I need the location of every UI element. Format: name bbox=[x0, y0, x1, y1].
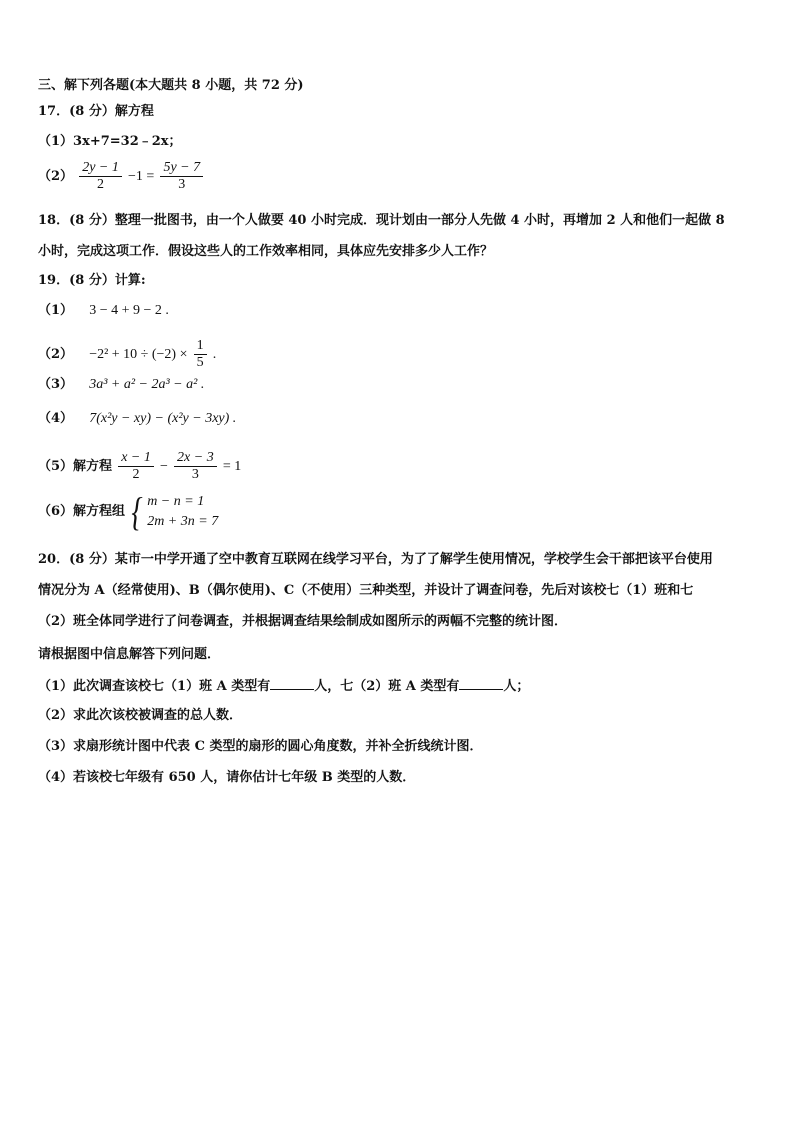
q19-part5-fraction-2-numerator: 2x − 3 bbox=[174, 450, 217, 467]
q19-part4-label: （4） bbox=[38, 411, 74, 426]
q20-block bbox=[38, 544, 756, 637]
q19-part1-label: （1） bbox=[38, 303, 74, 318]
q20-intro: 请根据图中信息解答下列问题． bbox=[38, 647, 221, 662]
q17-fraction-1-denominator: 2 bbox=[97, 177, 105, 192]
q19-part5-fraction-1-numerator: x − 1 bbox=[118, 450, 154, 467]
q19-part4 bbox=[38, 410, 236, 428]
q19-heading: 19．(8 分）计算: bbox=[38, 273, 146, 288]
q19-part3-label: （3） bbox=[38, 377, 74, 392]
q19-part2 bbox=[38, 338, 216, 371]
q19-part2-label: （2） bbox=[38, 347, 74, 362]
q20-sub1 bbox=[38, 677, 529, 696]
q18-line-2: 小时，完成这项工作．假设这些人的工作效率相同，具体应先安排多少人工作？ bbox=[38, 244, 494, 259]
q19-part1 bbox=[38, 302, 169, 320]
q20-sub2: （2）求此次该校被调查的总人数． bbox=[38, 708, 243, 723]
q20-sub4: （4）若该校七年级有 650 人，请你估计七年级 B 类型的人数． bbox=[38, 770, 416, 785]
q19-part2-numerator: 1 bbox=[194, 338, 207, 355]
q19-part5-label: （5）解方程 bbox=[38, 459, 113, 474]
q19-equation-system bbox=[129, 489, 219, 534]
q20-sub1-part-b: 人，七（2）班 A 类型有 bbox=[314, 679, 460, 694]
q17-part2 bbox=[38, 160, 205, 193]
q19-part5-fraction-2 bbox=[174, 450, 217, 483]
q19-part2-expr: −2² + 10 ÷ (−2) × bbox=[89, 347, 188, 362]
q17-fraction-2-denominator: 3 bbox=[178, 177, 186, 192]
system-row-2: 2m + 3n = 7 bbox=[147, 514, 219, 529]
q19-part5-minus: − bbox=[160, 459, 168, 474]
q19-part3 bbox=[38, 376, 204, 394]
q19-part5-fraction-2-denominator: 3 bbox=[191, 467, 199, 482]
section-heading: 三、解下列各题(本大题共 8 小题，共 72 分) bbox=[38, 78, 304, 93]
q19-part5-fraction-1-denominator: 2 bbox=[132, 467, 140, 482]
q17-heading: 17．(8 分）解方程 bbox=[38, 104, 154, 119]
q19-part2-denominator: 5 bbox=[196, 355, 204, 370]
q19-part4-expr: 7(x²y − xy) − (x²y − 3xy) . bbox=[89, 411, 237, 426]
q20-line-3: （2）班全体同学进行了问卷调查，并根据调查结果绘制成如图所示的两幅不完整的统计图． bbox=[38, 614, 568, 629]
answer-blank-2[interactable] bbox=[459, 677, 503, 690]
q19-part5-fraction-1 bbox=[118, 450, 154, 483]
q19-part6 bbox=[38, 489, 219, 534]
q20-sub1-part-a: （1）此次调查该校七（1）班 A 类型有 bbox=[38, 679, 271, 694]
q18-line-1: 18．(8 分）整理一批图书，由一个人做要 40 小时完成．现计划由一部分人先做 4 小时，再增加 2 人和他们一起做 8 bbox=[38, 213, 725, 228]
q19-part2-end: . bbox=[212, 347, 217, 362]
q19-part5 bbox=[38, 450, 241, 483]
q17-part2-label: （2） bbox=[38, 169, 74, 184]
system-rows bbox=[147, 492, 218, 532]
q19-part1-expr: 3 − 4 + 9 − 2 . bbox=[89, 303, 169, 318]
q17-fraction-1 bbox=[79, 160, 122, 193]
q18-block bbox=[38, 205, 756, 267]
system-brace: { bbox=[131, 489, 143, 534]
q20-sub1-part-c: 人； bbox=[503, 679, 530, 694]
q19-part3-expr: 3a³ + a² − 2a³ − a² . bbox=[89, 377, 205, 392]
q19-part5-end: = 1 bbox=[222, 459, 242, 474]
q20-line-2: 情况分为 A（经常使用)、B（偶尔使用)、C（不使用）三种类型，并设计了调查问卷，先后对该校七（1）班和七 bbox=[38, 583, 694, 598]
q17-fraction-2-numerator: 5y − 7 bbox=[160, 160, 203, 177]
q20-sub3: （3）求扇形统计图中代表 C 类型的扇形的圆心角度数，并补全折线统计图． bbox=[38, 739, 483, 754]
q19-part6-label: （6）解方程组 bbox=[38, 504, 126, 519]
system-row-1: m − n = 1 bbox=[147, 494, 205, 509]
q20-line-1: 20．(8 分）某市一中学开通了空中教育互联网在线学习平台，为了了解学生使用情况，学校学生会干部把该平台使用 bbox=[38, 552, 713, 567]
q17-fraction-2 bbox=[160, 160, 203, 193]
q17-part1: （1）3x+7=32﹣2x； bbox=[38, 134, 182, 149]
answer-blank-1[interactable] bbox=[270, 677, 314, 690]
q19-part2-fraction bbox=[194, 338, 207, 371]
q17-fraction-1-numerator: 2y − 1 bbox=[79, 160, 122, 177]
q17-part2-middle: −1 = bbox=[128, 169, 155, 184]
